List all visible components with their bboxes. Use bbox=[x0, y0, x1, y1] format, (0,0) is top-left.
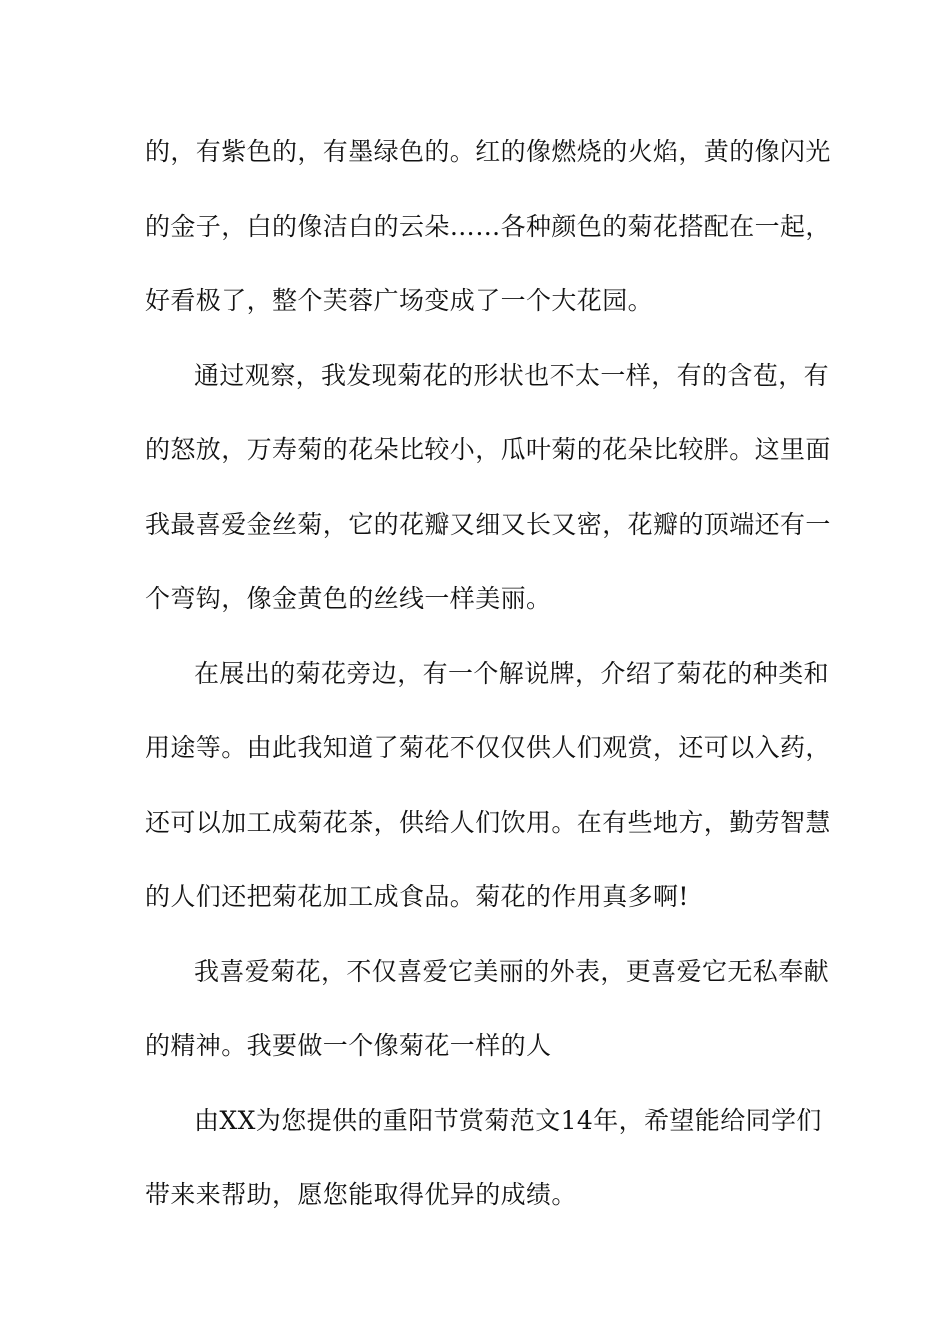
text-line: 还可以加工成菊花茶，供给人们饮用。在有些地方，勤劳智慧 bbox=[145, 808, 831, 837]
text-line: 用途等。由此我知道了菊花不仅仅供人们观赏，还可以入药， bbox=[145, 733, 831, 762]
text-line: 带来来帮助，愿您能取得优异的成绩。 bbox=[145, 1180, 577, 1209]
text-line: 的怒放，万寿菊的花朵比较小，瓜叶菊的花朵比较胖。这里面 bbox=[145, 435, 831, 464]
text-line: 的，有紫色的，有墨绿色的。红的像燃烧的火焰，黄的像闪光 bbox=[145, 137, 831, 166]
paragraph-first-line: 通过观察，我发现菊花的形状也不太一样，有的含苞，有 bbox=[194, 361, 830, 390]
text-line: 我最喜爱金丝菊，它的花瓣又细又长又密，花瓣的顶端还有一 bbox=[145, 510, 831, 539]
text-line: 的金子，白的像洁白的云朵……各种颜色的菊花搭配在一起， bbox=[145, 212, 831, 241]
paragraph-first-line: 在展出的菊花旁边，有一个解说牌，介绍了菊花的种类和 bbox=[194, 659, 830, 688]
text-line: 好看极了，整个芙蓉广场变成了一个大花园。 bbox=[145, 286, 654, 315]
paragraph-first-line: 由XX为您提供的重阳节赏菊范文14年，希望能给同学们 bbox=[194, 1106, 822, 1135]
text-line: 个弯钩，像金黄色的丝线一样美丽。 bbox=[145, 584, 552, 613]
paragraph-first-line: 我喜爱菊花，不仅喜爱它美丽的外表，更喜爱它无私奉献 bbox=[194, 957, 830, 986]
text-line: 的精神。我要做一个像菊花一样的人 bbox=[145, 1031, 552, 1060]
text-line: 的人们还把菊花加工成食品。菊花的作用真多啊! bbox=[145, 882, 689, 911]
